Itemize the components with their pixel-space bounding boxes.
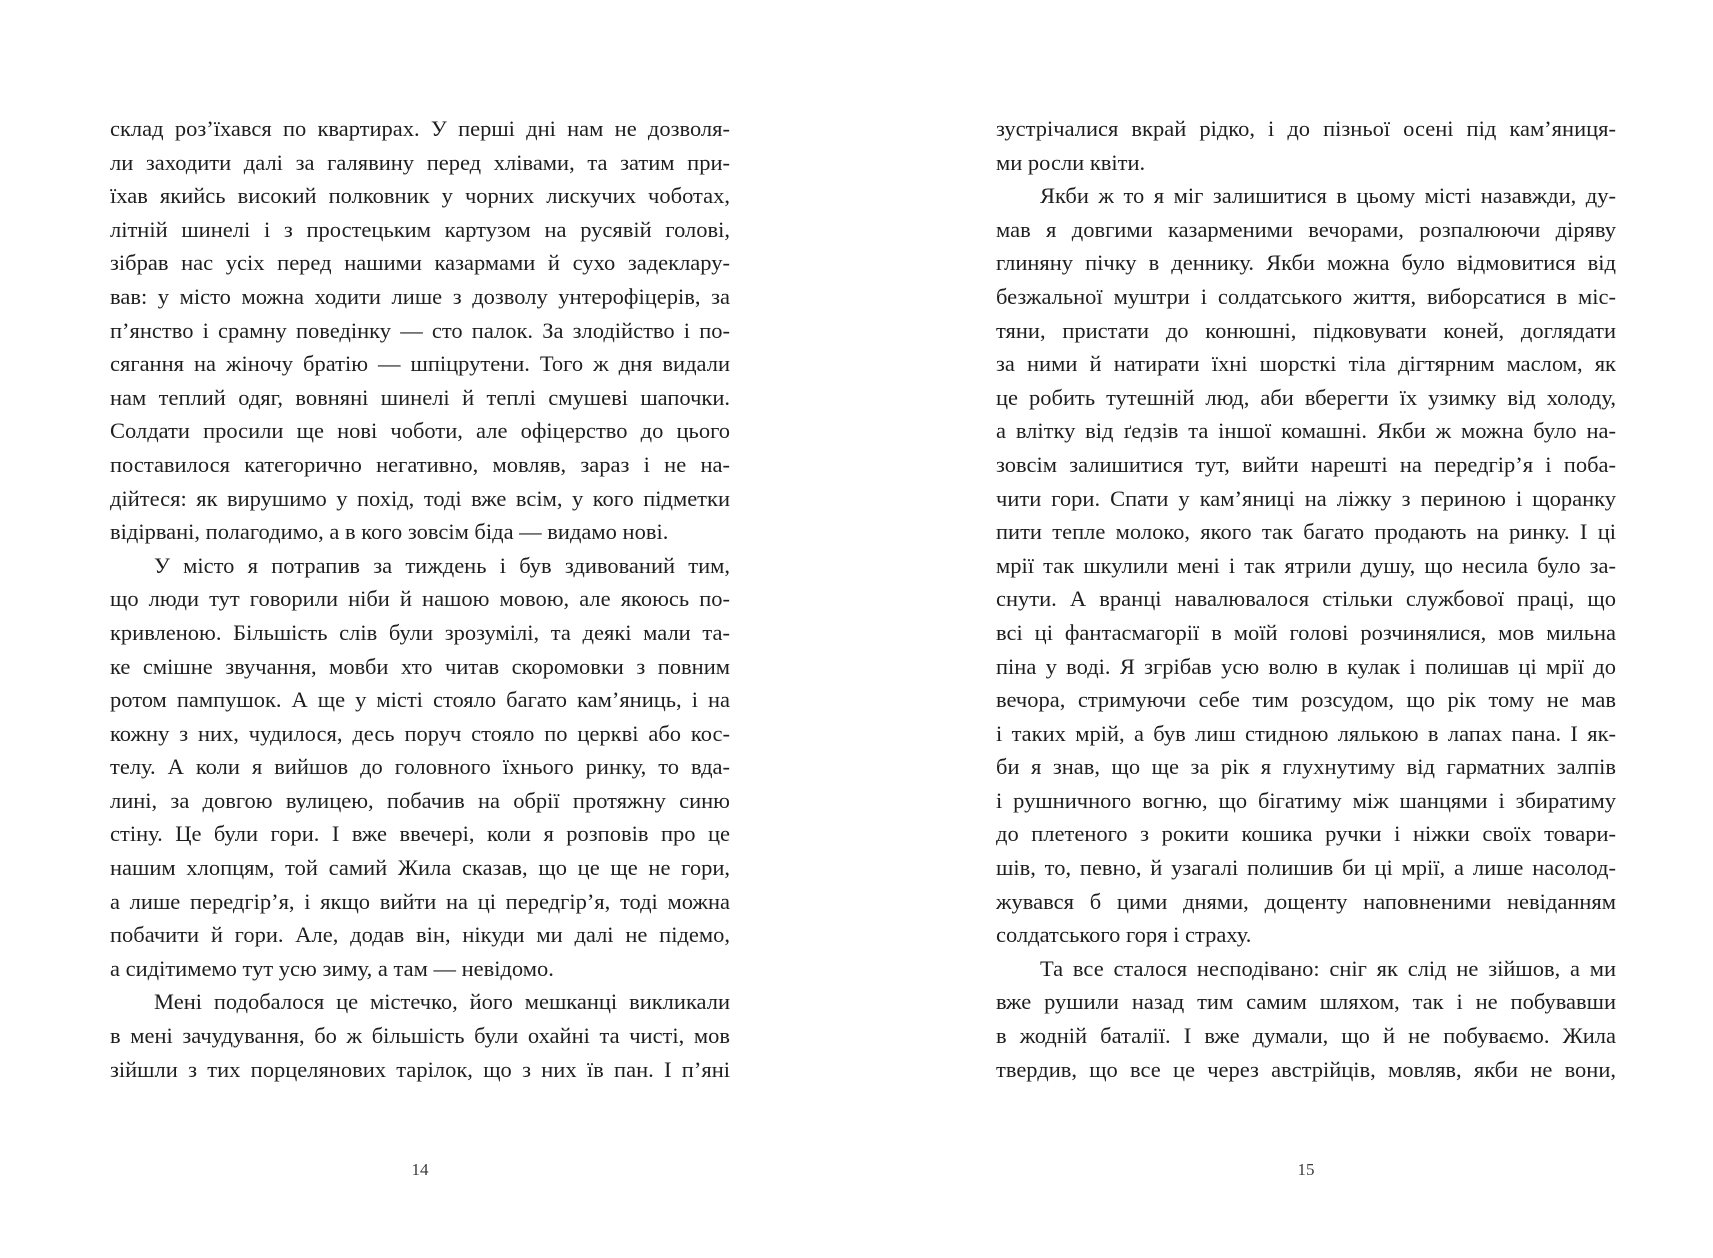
text-line: кривленою. Більшість слів були зрозумілі, та деякі мали та- xyxy=(110,619,730,645)
text-line: твердив, що все це через австрійців, мовляв, якби не вони, xyxy=(996,1056,1616,1082)
text-line: поставилося категорично негативно, мовляв, зараз і не на- xyxy=(110,451,730,477)
text-line: вже рушили назад тим самим шляхом, так і не побувавши xyxy=(996,989,1616,1015)
text-line: в жодній баталії. І вже думали, що й не побуваємо. Жила xyxy=(996,1023,1616,1049)
text-line: до плетеного з рокити кошика ручки і ніжки своїх товари- xyxy=(996,821,1616,847)
text-line: зовсім залишитися тут, вийти нарешті на передгір’я і поба- xyxy=(996,451,1616,477)
text-line: стіну. Це були гори. І вже ввечері, коли я розповів про це xyxy=(110,821,730,847)
text-line: мрії так шкулили мені і так ятрили душу, що несила було за- xyxy=(996,552,1616,578)
text-line: ке смішне звучання, мовби хто читав скоромовки з повним xyxy=(110,653,730,679)
text-line: всі ці фантасмагорії в моїй голові розчинялися, мов мильна xyxy=(996,619,1616,645)
text-line: Якби ж то я міг залишитися в цьому місті назавжди, ду- xyxy=(1040,183,1616,209)
text-line: ли заходити далі за галявину перед хлівами, та затим при- xyxy=(110,149,730,175)
text-line: п’янство і срамну поведінку — сто палок. За злодійство і по- xyxy=(110,317,730,343)
text-line: Солдати просили ще нові чоботи, але офіцерство до цього xyxy=(110,418,730,444)
text-line: Та все сталося несподівано: сніг як слід не зійшов, а ми xyxy=(1040,955,1616,981)
text-line: їхав якийсь високий полковник у чорних лискучих чоботах, xyxy=(110,183,730,209)
text-line: зійшли з тих порцелянових тарілок, що з них їв пан. І п’яні xyxy=(110,1056,730,1082)
text-line: склад роз’їхався по квартирах. У перші дні нам не дозволя- xyxy=(110,116,730,141)
text-line: жувався б цими днями, дощенту наповненими невіданням xyxy=(996,888,1616,914)
text-line: Мені подобалося це містечко, його мешканці викликали xyxy=(154,989,730,1015)
text-line: побачити й гори. Але, додав він, нікуди ми далі не підемо, xyxy=(110,922,730,948)
text-line: нашим хлопцям, той самий Жила сказав, що це ще не гори, xyxy=(110,855,730,881)
text-line: снути. А вранці навалювалося стільки службової праці, що xyxy=(996,586,1616,612)
right-page-text xyxy=(996,112,1616,1086)
text-line: шів, то, певно, й узагалі полишив би ці мрії, а лише насолод- xyxy=(996,855,1616,881)
text-line: вечора, стримуючи себе тим розсудом, що рік тому не мав xyxy=(996,687,1616,713)
text-line: відірвані, полагодимо, а в кого зовсім біда — видамо нові. xyxy=(110,519,669,545)
text-line: а лише передгір’я, і якщо вийти на ці передгір’я, тоді можна xyxy=(110,888,730,914)
text-line: безжальної муштри і солдатського життя, виборсатися в міс- xyxy=(996,283,1616,309)
right-page-number: 15 xyxy=(1297,1160,1315,1179)
text-line: нам теплий одяг, вовняні шинелі й теплі смушеві шапочки. xyxy=(110,384,730,410)
text-line: зібрав нас усіх перед нашими казармами й сухо задеклару- xyxy=(110,250,730,276)
text-line: літній шинелі і з простецьким картузом на русявій голові, xyxy=(110,216,730,242)
text-line: за ними й натирати їхні шорсткі тіла дігтярним маслом, як xyxy=(996,351,1616,377)
text-line: і таких мрій, а був лиш стидною лялькою в лапах пана. І як- xyxy=(996,720,1616,746)
text-line: а влітку від ґедзів та іншої комашні. Якби ж можна було на- xyxy=(996,418,1616,444)
text-line: чити гори. Спати у кам’яниці на ліжку з периною і щоранку xyxy=(996,485,1616,511)
text-line: що люди тут говорили ніби й нашою мовою, але якоюсь по- xyxy=(110,586,730,612)
text-line: це робить тутешній люд, аби вберегти їх узимку від холоду, xyxy=(996,384,1616,410)
text-line: в мені зачудування, бо ж більшість були охайні та чисті, мов xyxy=(110,1023,730,1049)
text-line: піна у воді. Я згрібав усю волю в кулак і полишав ці мрії до xyxy=(996,653,1616,679)
text-line: глиняну пічку в деннику. Якби можна було відмовитися від xyxy=(996,250,1616,276)
text-line: вав: у місто можна ходити лише з дозволу унтерофіцерів, за xyxy=(110,283,730,309)
text-line: лині, за довгою вулицею, побачив на обрії протяжну синю xyxy=(110,787,730,813)
text-line: ми росли квіти. xyxy=(996,149,1146,175)
text-line: мав я довгими казарменими вечорами, розпалюючи діряву xyxy=(996,216,1616,242)
text-line: і рушничного вогню, що бігатиму між шанцями і збиратиму xyxy=(996,787,1616,813)
text-line: а сидітимемо тут усю зиму, а там — невідомо. xyxy=(110,955,554,981)
text-line: телу. А коли я вийшов до головного їхнього ринку, то вда- xyxy=(110,754,730,780)
text-line: би я знав, що ще за рік я глухнутиму від гарматних залпів xyxy=(996,754,1616,780)
text-line: ротом пампушок. А ще у місті стояло багато кам’яниць, і на xyxy=(110,687,730,713)
left-page-text xyxy=(110,112,730,1086)
text-line: зустрічалися вкрай рідко, і до пізньої осені під кам’яниця- xyxy=(996,116,1616,141)
text-line: дійтеся: як вирушимо у похід, тоді вже всім, у кого підметки xyxy=(110,485,730,511)
text-line: кожну з них, чудилося, десь поруч стояло по церкві або кос- xyxy=(110,720,730,746)
text-line: У місто я потрапив за тиждень і був здивований тим, xyxy=(154,552,730,578)
text-line: пити тепле молоко, якого так багато продають на ринку. І ці xyxy=(996,519,1616,545)
text-line: сягання на жіночу братію — шпіцрутени. Того ж дня видали xyxy=(110,351,730,377)
text-line: тяни, пристати до конюшні, підковувати коней, доглядати xyxy=(996,317,1616,343)
text-line: солдатського горя і страху. xyxy=(996,922,1252,948)
left-page-number: 14 xyxy=(411,1160,429,1179)
